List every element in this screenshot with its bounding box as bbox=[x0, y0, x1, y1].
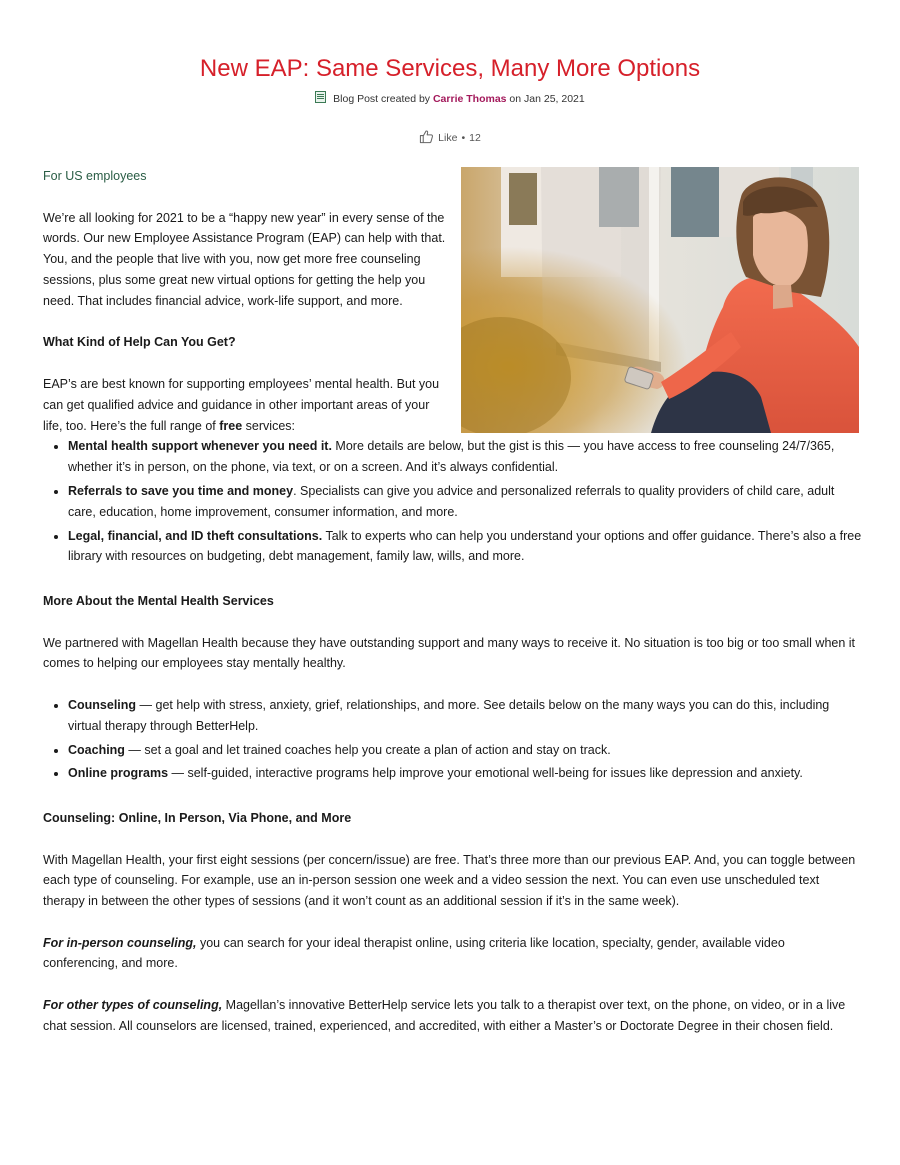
meta-prefix: Blog Post created by bbox=[333, 93, 431, 105]
list-item: • Mental health support whenever you need it. More details are below, but the gist is this — you have access to free counseling 24/7/365, whether it’s in person, on the phone, via text, or on a screen. And it’s always confidential. bbox=[68, 436, 863, 478]
post-meta bbox=[0, 91, 900, 106]
other-counseling-paragraph: For other types of counseling, Magellan’s innovative BetterHelp service lets you talk to a therapist over text, on the phone, on video, or in a live chat session. All counselors are licensed, trained, experienced, and accredited, with either a Master’s or Doctorate Degree in their chosen field. bbox=[43, 998, 846, 1033]
services-list bbox=[43, 436, 863, 567]
heading-counseling: Counseling: Online, In Person, Via Phone, and More bbox=[43, 810, 352, 825]
counseling-paragraph: With Magellan Health, your first eight sessions (per concern/issue) are free. That’s three more than our previous EAP. And, you can toggle between each type of counseling. For example, use an in-person session one week and a video session the next. You can even use unscheduled text therapy in between the other types of sessions (and it won’t count as an additional session if it’s in the same week). bbox=[43, 852, 856, 909]
list-item: • Referrals to save you time and money. Specialists can give you advice and personalized referrals to quality providers of child care, adult care, education, home improvement, consumer information, and more. bbox=[68, 481, 863, 523]
list-item: • Counseling — get help with stress, anxiety, grief, relationships, and more. See details below on the many ways you can do this, including virtual therapy through BetterHelp. bbox=[68, 695, 863, 737]
intro-paragraph: We’re all looking for 2021 to be a “happy new year” in every sense of the words. Our new Employee Assistance Program (EAP) can help with that. You, and the people that live with you, now get more free counseling sessions, plus some great new virtual options for getting the help you need. That includes financial advice, work-life support, and more. bbox=[43, 210, 446, 308]
mental-health-list bbox=[43, 695, 863, 784]
list-item: • Legal, financial, and ID theft consultations. Talk to experts who can help you understand your options and offer guidance. There’s also a free library with resources on budgeting, debt management, family law, wills, and more. bbox=[68, 526, 863, 568]
like-count: 12 bbox=[469, 132, 481, 144]
post-title: New EAP: Same Services, Many More Options bbox=[199, 55, 701, 82]
author-link[interactable]: Carrie Thomas bbox=[432, 93, 507, 105]
blog-post-icon bbox=[315, 91, 326, 103]
heading-what-kind-of-help: What Kind of Help Can You Get? bbox=[43, 335, 236, 350]
post-body bbox=[43, 166, 863, 1037]
audience-label: For US employees bbox=[43, 169, 147, 183]
list-item: • Online programs — self-guided, interactive programs help improve your emotional well-being for issues like depression and anxiety. bbox=[68, 763, 863, 784]
meta-date: on Jan 25, 2021 bbox=[509, 93, 585, 105]
like-separator: • bbox=[461, 132, 466, 144]
like-bar bbox=[0, 129, 900, 149]
help-paragraph: EAP’s are best known for supporting employees’ mental health. But you can get qualified advice and guidance in other important areas of your life, too. Here’s the full range of free services: bbox=[43, 376, 440, 433]
mental-health-paragraph: We partnered with Magellan Health because they have outstanding support and many ways to receive it. No situation is too big or too small when it comes to helping our employees stay mentally healthy. bbox=[43, 635, 856, 671]
in-person-paragraph: For in-person counseling, you can search for your ideal therapist online, using criteria like location, specialty, gender, available video conferencing, and more. bbox=[43, 935, 785, 971]
like-button[interactable]: Like bbox=[438, 132, 458, 144]
list-item: • Coaching — set a goal and let trained coaches help you create a plan of action and stay on track. bbox=[68, 740, 863, 761]
heading-mental-health-services: More About the Mental Health Services bbox=[43, 593, 274, 608]
thumbs-up-icon[interactable] bbox=[419, 129, 434, 149]
